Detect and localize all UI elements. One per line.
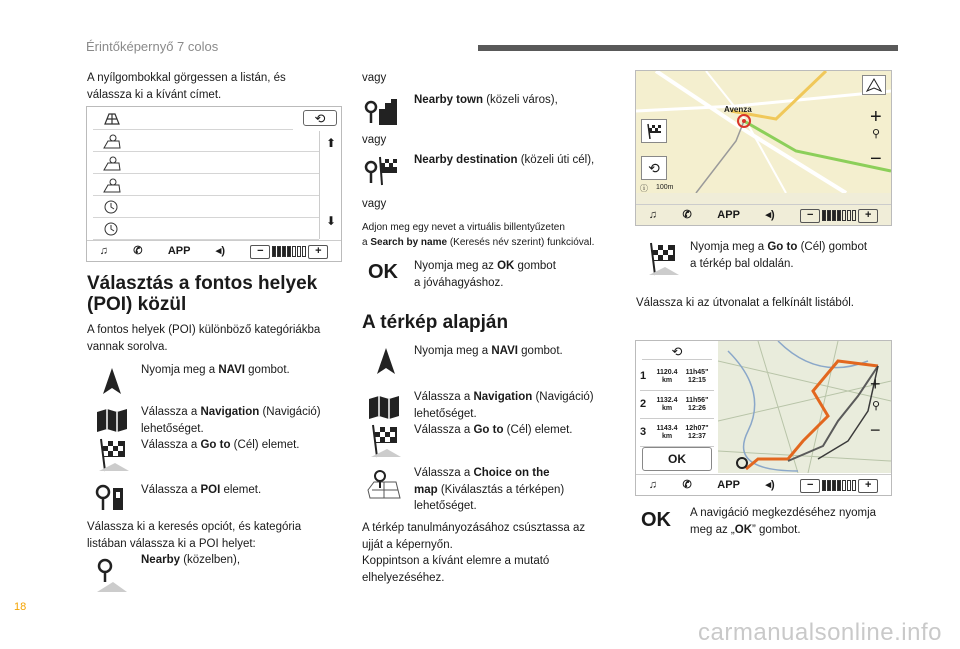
route-distance (652, 425, 682, 440)
volume-bar (287, 246, 291, 257)
map-graphic (636, 71, 891, 193)
map-pin-icon (103, 177, 121, 193)
info-icon[interactable]: ⓘ (640, 184, 648, 193)
volume-down-button[interactable]: − (800, 209, 820, 223)
intro-text: A nyílgombokkal görgessen a listán, és válassza ki a kívánt címet. (87, 72, 286, 101)
volume-bar (292, 246, 296, 257)
volume-bar (837, 210, 841, 221)
map-icon (103, 112, 121, 126)
navi-icon (92, 362, 132, 400)
poi-toggle-icon[interactable]: ⚲ (872, 128, 881, 140)
music-icon[interactable]: ♫ (99, 244, 108, 257)
volume-bar (272, 246, 276, 257)
bottom-toolbar (636, 474, 891, 496)
volume-bar (827, 480, 831, 491)
volume-up-button[interactable]: + (858, 479, 878, 493)
route-map[interactable] (718, 341, 891, 473)
step-navigation: Válassza a Navigation (Navigáció) lehetőséget. Válassza a Go to (Cél) elemet. (141, 406, 321, 452)
route-distance-value: 1143.4 (656, 424, 678, 432)
map-screen (635, 70, 892, 226)
phone-icon[interactable]: ✆ (133, 244, 143, 257)
volume-control (800, 479, 878, 493)
poi-toggle-icon[interactable]: ⚲ (872, 400, 881, 412)
volume-bar (282, 246, 286, 257)
volume-level (822, 480, 856, 491)
step-goto: Nyomja meg a Go to (Cél) gombot a térkép bal oldalán. (690, 241, 868, 270)
ok-button[interactable]: OK (642, 447, 712, 471)
route-distance-unit: km (661, 404, 673, 412)
goto-flag-icon (92, 436, 132, 474)
step-choice-on-map: Válassza a Choice on the map (Kiválasztás a térképen) lehetőséget. (414, 467, 565, 513)
volume-down-button[interactable]: − (250, 245, 270, 259)
goto-flag-button[interactable] (641, 119, 667, 143)
zoom-in-button[interactable]: + (870, 106, 882, 128)
volume-icon: ◂) (215, 244, 225, 257)
volume-bar (277, 246, 281, 257)
address-list-screen (86, 106, 342, 262)
volume-bar (852, 480, 856, 491)
choice-on-map-icon (364, 466, 404, 504)
route-time (682, 425, 712, 440)
history-icon (103, 199, 119, 215)
route-distance-value: 1120.4 (656, 368, 678, 376)
goto-flag-icon (646, 123, 662, 139)
route-number: 2 (640, 397, 647, 410)
volume-bar (827, 210, 831, 221)
step-navi: Nyomja meg a NAVI gombot. (141, 364, 290, 376)
route-eta: 12:37 (688, 432, 706, 440)
back-button[interactable]: ⟲ (641, 156, 667, 180)
volume-bar (837, 480, 841, 491)
map-heading: A térkép alapján (362, 312, 509, 333)
music-icon[interactable]: ♫ (648, 208, 658, 221)
route-eta: 12:15 (688, 376, 706, 384)
route-duration: 11h56" (685, 396, 709, 404)
bottom-toolbar (636, 204, 891, 226)
scroll-down-icon[interactable]: ⬇ (326, 214, 337, 228)
map-pin-icon (103, 133, 121, 149)
goto-flag-icon (364, 422, 404, 460)
nearby-town-icon (362, 92, 402, 130)
route-screen (635, 340, 892, 496)
scroll-up-icon[interactable]: ⬆ (326, 136, 337, 150)
or-text-2: vagy (362, 134, 387, 146)
volume-bar (822, 480, 826, 491)
volume-up-button[interactable]: + (858, 209, 878, 223)
route-number: 1 (640, 369, 647, 382)
search-instructions: Válassza ki a keresés opciót, és kategória listában válassza ki a POI helyet: (87, 521, 302, 550)
navigation-icon (92, 401, 132, 439)
route-duration: 11h45" (685, 368, 709, 376)
route-distance (652, 369, 682, 384)
bottom-toolbar (87, 240, 341, 262)
navigation-icon (364, 388, 404, 426)
option-nearby-town: Nearby town (közeli város), (414, 94, 558, 106)
volume-control (800, 209, 878, 223)
page-number: 18 (14, 601, 27, 613)
volume-up-button[interactable]: + (308, 245, 328, 259)
map-pin-icon (103, 155, 121, 171)
poi-heading: Választás a fontos helyek (POI) közül (87, 273, 318, 315)
volume-down-button[interactable]: − (800, 479, 820, 493)
page-header-title: Érintőképernyő 7 colos (86, 39, 219, 54)
route-distance-unit: km (661, 376, 673, 384)
music-icon[interactable]: ♫ (648, 478, 658, 491)
route-option[interactable] (640, 391, 714, 419)
volume-level (822, 210, 856, 221)
route-time (682, 397, 712, 412)
step-navi-2: Nyomja meg a NAVI gombot. (414, 345, 563, 357)
map-mode-button[interactable] (862, 75, 886, 95)
poi-description: A fontos helyek (POI) különböző kategóriákba vannak sorolva. (87, 324, 321, 353)
header-bar (478, 45, 898, 51)
route-distance-value: 1132.4 (656, 396, 678, 404)
step-ok: Nyomja meg az OK gombot a jóváhagyáshoz. (414, 260, 556, 289)
nearby-destination-icon (362, 152, 402, 190)
list-item[interactable] (93, 131, 319, 152)
list-scrollbar[interactable] (319, 131, 341, 239)
nearby-icon (92, 556, 132, 594)
step-poi: Válassza a POI elemet. (141, 484, 262, 496)
or-text-3: vagy (362, 198, 387, 210)
poi-icon (92, 478, 132, 516)
route-option[interactable] (640, 363, 714, 391)
apps-button[interactable]: APP (167, 244, 191, 257)
volume-bar (822, 210, 826, 221)
volume-icon: ◂) (765, 208, 775, 221)
map-city-label: Avenza (724, 105, 752, 114)
volume-icon: ◂) (765, 478, 775, 491)
route-eta: 12:26 (688, 404, 706, 412)
volume-bar (832, 210, 836, 221)
apps-button[interactable]: APP (717, 478, 740, 491)
route-distance (652, 397, 682, 412)
route-option[interactable] (640, 419, 714, 447)
map-scale: 100m (656, 183, 674, 193)
volume-control (250, 245, 328, 259)
history-icon (103, 221, 119, 237)
list-item[interactable] (93, 109, 293, 130)
volume-bar (832, 480, 836, 491)
phone-icon[interactable]: ✆ (682, 208, 692, 221)
step-navigation-2: Válassza a Navigation (Navigáció) lehetőséget. Válassza a Go to (Cél) elemet. (414, 391, 594, 437)
watermark: carmanualsonline.info (698, 619, 942, 646)
step-start-navigation: A navigáció megkezdéséhez nyomja meg az „OK” gombot. (690, 507, 877, 536)
option-nearby-destination: Nearby destination (közeli úti cél), (414, 154, 595, 166)
volume-bar (302, 246, 306, 257)
zoom-in-button[interactable]: + (870, 374, 881, 394)
back-button[interactable]: ⟲ (642, 344, 712, 360)
list-item[interactable] (93, 219, 319, 240)
search-by-name-text: Adjon meg egy nevet a virtuális billentyűzeten a Search by name (Keresés név szerint) funkcióval. (362, 222, 595, 248)
volume-level (272, 246, 306, 257)
compass-icon (866, 78, 882, 92)
route-duration: 12h07" (685, 424, 709, 432)
phone-icon[interactable]: ✆ (682, 478, 692, 491)
route-instructions: Válassza ki az útvonalat a felkínált listából. (636, 297, 854, 309)
back-button[interactable]: ⟲ (303, 110, 337, 126)
route-map-graphic (718, 341, 891, 473)
zoom-out-button[interactable]: − (870, 148, 882, 170)
map-view[interactable] (636, 71, 891, 193)
list-item[interactable] (93, 197, 319, 218)
apps-button[interactable]: APP (717, 208, 740, 221)
volume-bar (842, 210, 846, 221)
route-time (682, 369, 712, 384)
route-distance-unit: km (661, 432, 673, 440)
goto-flag-icon (642, 240, 682, 278)
ok-icon: OK (368, 261, 398, 283)
ok-icon: OK (641, 509, 671, 531)
zoom-out-button[interactable]: − (870, 420, 881, 440)
volume-bar (847, 210, 851, 221)
volume-bar (852, 210, 856, 221)
option-nearby: Nearby (közelben), (141, 554, 241, 566)
volume-bar (842, 480, 846, 491)
route-number: 3 (640, 425, 647, 438)
list-item[interactable] (93, 153, 319, 174)
map-instructions: A térkép tanulmányozásához csúsztassa az ujját a képernyőn. Koppintson a kívánt elemre a mutató elhelyezéséhez. (362, 522, 586, 585)
volume-bar (297, 246, 301, 257)
navi-icon (366, 342, 406, 380)
volume-bar (847, 480, 851, 491)
list-item[interactable] (93, 175, 319, 196)
or-text-1: vagy (362, 72, 387, 84)
